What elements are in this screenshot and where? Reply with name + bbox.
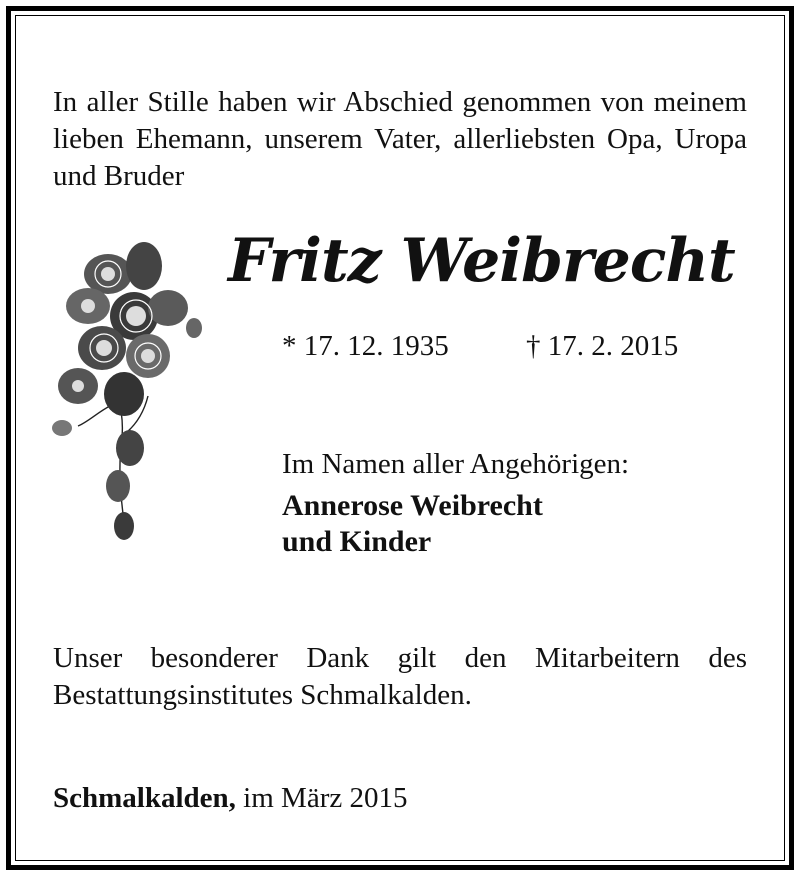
death-date: † 17. 2. 2015 bbox=[526, 330, 679, 362]
intro-text: In aller Stille haben wir Abschied genommen von meinem lieben Ehemann, unserem Vater, allerliebsten Opa, Uropa und Bruder bbox=[53, 86, 747, 192]
place-date-line bbox=[53, 782, 407, 815]
flower-bouquet-icon bbox=[48, 236, 204, 548]
date-line: im März 2015 bbox=[243, 782, 408, 814]
deceased-name: Fritz Weibrecht bbox=[228, 226, 735, 296]
family-name-line: Annerose Weibrecht bbox=[282, 489, 543, 522]
on-behalf-label: Im Namen aller Angehörigen: bbox=[282, 448, 630, 480]
family-name-line: und Kinder bbox=[282, 525, 432, 558]
thanks-text: Unser besonderer Dank gilt den Mitarbeitern des Bestattungsinstitutes Schmalkalden. bbox=[53, 642, 747, 711]
birth-date: * 17. 12. 1935 bbox=[282, 330, 449, 362]
family-names bbox=[282, 488, 543, 560]
place-name: Schmalkalden, bbox=[53, 782, 236, 814]
